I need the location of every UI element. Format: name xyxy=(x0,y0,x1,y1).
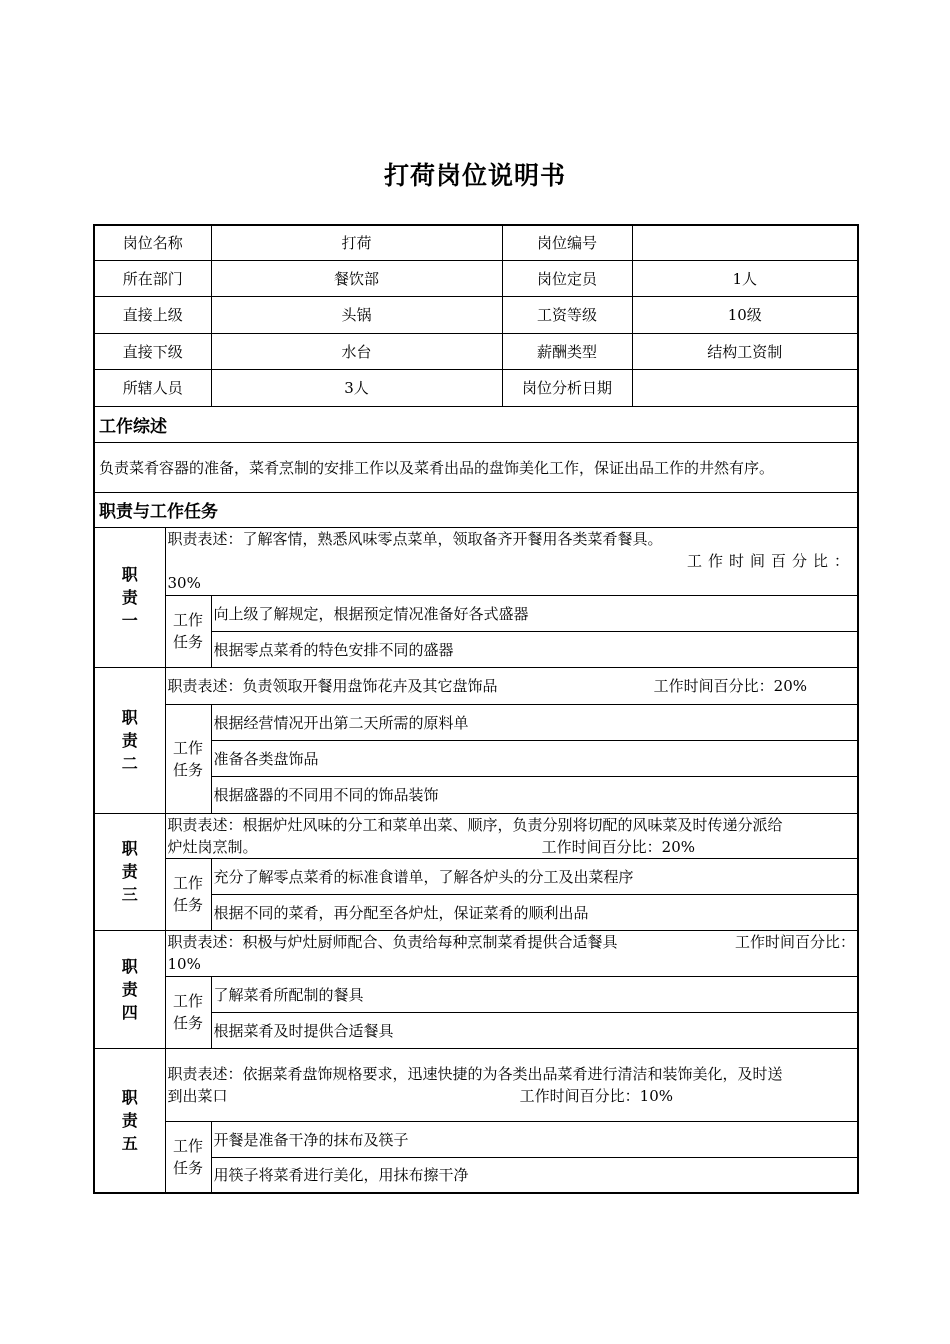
task-label: 工作 任务 xyxy=(165,976,211,1048)
info-label: 岗位分析日期 xyxy=(502,369,632,406)
task-item: 了解菜肴所配制的餐具 xyxy=(211,976,858,1012)
task-row xyxy=(94,1121,858,1157)
duty-label: 职 责 四 xyxy=(94,930,165,1048)
duty-description: 职责表述：根据炉灶风味的分工和菜单出菜、顺序，负责分别将切配的风味菜及时传递分派给 炉灶岗烹制。 工作时间百分比：20% xyxy=(165,813,858,858)
info-label: 岗位定员 xyxy=(502,260,632,296)
duty-desc-row xyxy=(94,1048,858,1121)
info-value: 10级 xyxy=(632,296,858,333)
task-item: 根据不同的菜肴，再分配至各炉灶，保证菜肴的顺利出品 xyxy=(211,894,858,930)
info-value xyxy=(632,369,858,406)
task-item: 准备各类盘饰品 xyxy=(211,740,858,776)
info-label: 所辖人员 xyxy=(94,369,211,406)
duty-label: 职 责 一 xyxy=(94,527,165,667)
info-label: 直接下级 xyxy=(94,333,211,369)
info-row xyxy=(94,260,858,296)
job-description-table xyxy=(93,224,859,1194)
info-value xyxy=(632,225,858,260)
task-label: 工作 任务 xyxy=(165,1121,211,1193)
info-value: 1人 xyxy=(632,260,858,296)
task-row xyxy=(94,976,858,1012)
info-value: 结构工资制 xyxy=(632,333,858,369)
duties-heading: 职责与工作任务 xyxy=(94,492,858,527)
task-label: 工作 任务 xyxy=(165,595,211,667)
info-label: 直接上级 xyxy=(94,296,211,333)
info-value: 头锅 xyxy=(211,296,502,333)
summary-heading-row xyxy=(94,406,858,442)
duty-description: 职责表述：了解客情，熟悉风味零点菜单，领取备齐开餐用各类菜肴餐具。 工作时间百分比： 30% xyxy=(165,527,858,595)
duty-desc-row xyxy=(94,527,858,595)
info-label: 岗位名称 xyxy=(94,225,211,260)
task-row xyxy=(94,858,858,894)
duty-desc-row xyxy=(94,667,858,704)
duty-description: 职责表述：积极与炉灶厨师配合、负责给每种烹制菜肴提供合适餐具 工作时间百分比： 10% xyxy=(165,930,858,976)
info-label: 岗位编号 xyxy=(502,225,632,260)
summary-text: 负责菜肴容器的准备，菜肴烹制的安排工作以及菜肴出品的盘饰美化工作，保证出品工作的井然有序。 xyxy=(94,442,858,492)
summary-heading: 工作综述 xyxy=(94,406,858,442)
task-item: 根据零点菜肴的特色安排不同的盛器 xyxy=(211,631,858,667)
task-item: 用筷子将菜肴进行美化，用抹布擦干净 xyxy=(211,1157,858,1193)
info-value: 打荷 xyxy=(211,225,502,260)
task-item: 充分了解零点菜肴的标准食谱单，了解各炉头的分工及出菜程序 xyxy=(211,858,858,894)
task-label: 工作 任务 xyxy=(165,704,211,813)
task-row xyxy=(94,595,858,631)
duty-label: 职 责 二 xyxy=(94,667,165,813)
info-label: 工资等级 xyxy=(502,296,632,333)
duty-label: 职 责 五 xyxy=(94,1048,165,1193)
info-row xyxy=(94,296,858,333)
summary-row xyxy=(94,442,858,492)
task-item: 根据经营情况开出第二天所需的原料单 xyxy=(211,704,858,740)
page-title: 打荷岗位说明书 xyxy=(383,161,566,190)
info-label: 所在部门 xyxy=(94,260,211,296)
task-item: 开餐是准备干净的抹布及筷子 xyxy=(211,1121,858,1157)
info-row xyxy=(94,225,858,260)
info-row xyxy=(94,369,858,406)
duty-desc-row xyxy=(94,930,858,976)
info-value: 水台 xyxy=(211,333,502,369)
duty-description: 职责表述：负责领取开餐用盘饰花卉及其它盘饰品 工作时间百分比：20% xyxy=(165,667,858,704)
task-item: 根据菜肴及时提供合适餐具 xyxy=(211,1012,858,1048)
task-item: 向上级了解规定，根据预定情况准备好各式盛器 xyxy=(211,595,858,631)
duties-heading-row xyxy=(94,492,858,527)
info-value: 3人 xyxy=(211,369,502,406)
duty-desc-row xyxy=(94,813,858,858)
duty-description: 职责表述：依据菜肴盘饰规格要求，迅速快捷的为各类出品菜肴进行清洁和装饰美化，及时送 到出菜口 工作时间百分比：10% xyxy=(165,1048,858,1121)
task-item: 根据盛器的不同用不同的饰品装饰 xyxy=(211,776,858,813)
task-row xyxy=(94,704,858,740)
task-label: 工作 任务 xyxy=(165,858,211,930)
info-value: 餐饮部 xyxy=(211,260,502,296)
info-label: 薪酬类型 xyxy=(502,333,632,369)
info-row xyxy=(94,333,858,369)
duty-label: 职 责 三 xyxy=(94,813,165,930)
